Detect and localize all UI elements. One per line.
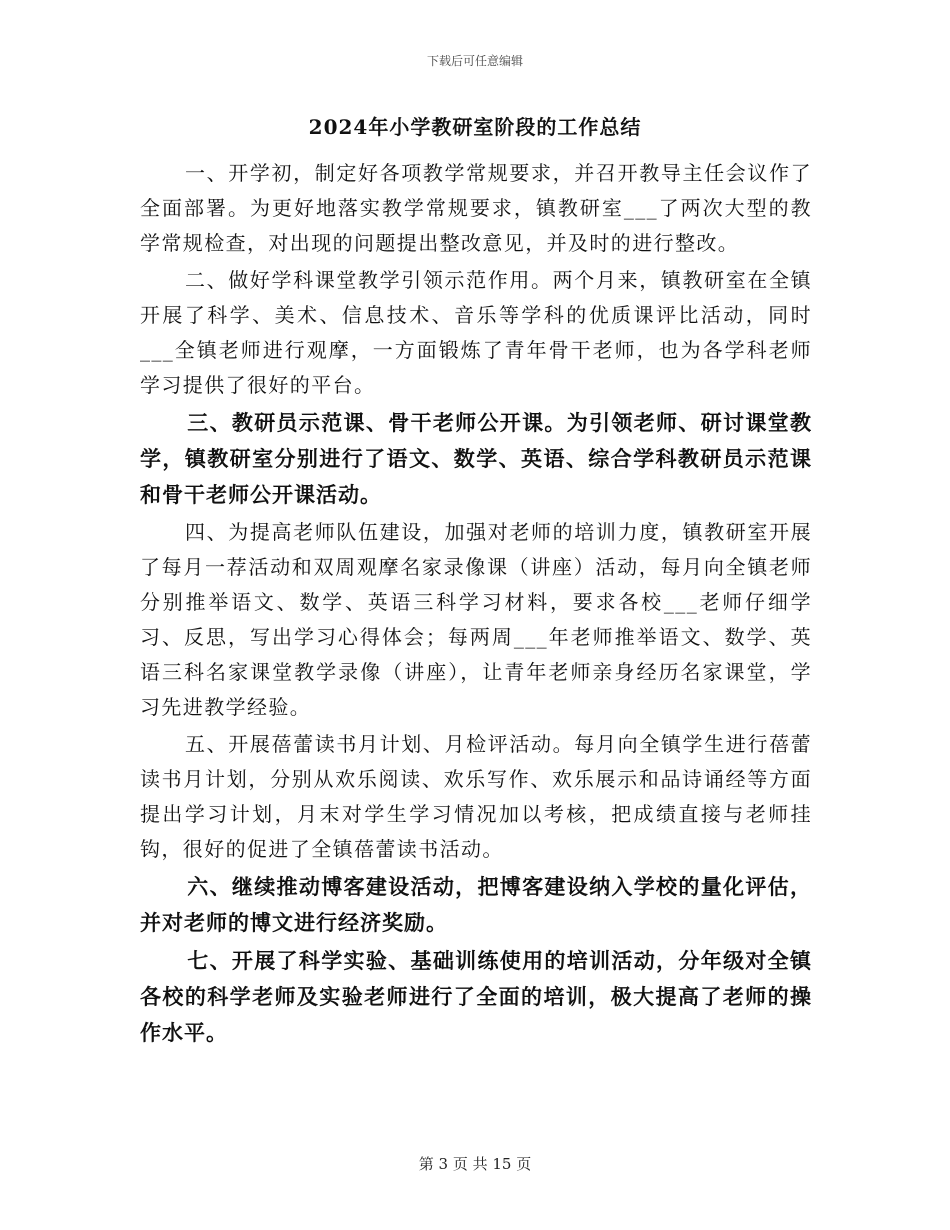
document-body: [140, 156, 812, 1053]
header-note: 下载后可任意编辑: [426, 54, 523, 68]
page-title: 2024年小学教研室阶段的工作总结: [308, 115, 642, 139]
paragraph-6: 六、继续推动博客建设活动，把博客建设纳入学校的量化评估，并对老师的博文进行经济奖励。: [140, 874, 812, 935]
paragraph-4: 四、为提高老师队伍建设，加强对老师的培训力度，镇教研室开展了每月一荐活动和双周观摩名家录像课（讲座）活动，每月向全镇老师分别推举语文、数学、英语三科学习材料，要求各校___老师仔细学习、反思，写出学习心得体会；每两周___年老师推举语文、数学、英语三科名家课堂教学录像（讲座），让青年老师亲身经历名家课堂，学习先进教学经验。: [140, 520, 812, 719]
paragraph-7: 七、开展了科学实验、基础训练使用的培训活动，分年级对全镇各校的科学老师及实验老师进行了全面的培训，极大提高了老师的操作水平。: [140, 948, 812, 1045]
paragraph-5: 五、开展蓓蕾读书月计划、月检评活动。每月向全镇学生进行蓓蕾读书月计划，分别从欢乐阅读、欢乐写作、欢乐展示和品诗诵经等方面提出学习计划，月末对学生学习情况加以考核，把成绩直接与老师挂钩，很好的促进了全镇蓓蕾读书活动。: [140, 732, 812, 861]
page-number: 第 3 页 共 15 页: [418, 1155, 532, 1173]
paragraph-3: 三、教研员示范课、骨干老师公开课。为引领老师、研讨课堂教学，镇教研室分别进行了语文、数学、英语、综合学科教研员示范课和骨干老师公开课活动。: [140, 410, 812, 507]
paragraph-1: 一、开学初，制定好各项教学常规要求，并召开教导主任会议作了全面部署。为更好地落实教学常规要求，镇教研室___了两次大型的教学常规检查，对出现的问题提出整改意见，并及时的进行整改。: [140, 161, 812, 255]
paragraph-2: 二、做好学科课堂教学引领示范作用。两个月来，镇教研室在全镇开展了科学、美术、信息技术、音乐等学科的优质课评比活动，同时___全镇老师进行观摩，一方面锻炼了青年骨干老师，也为各学科老师学习提供了很好的平台。: [140, 268, 812, 397]
